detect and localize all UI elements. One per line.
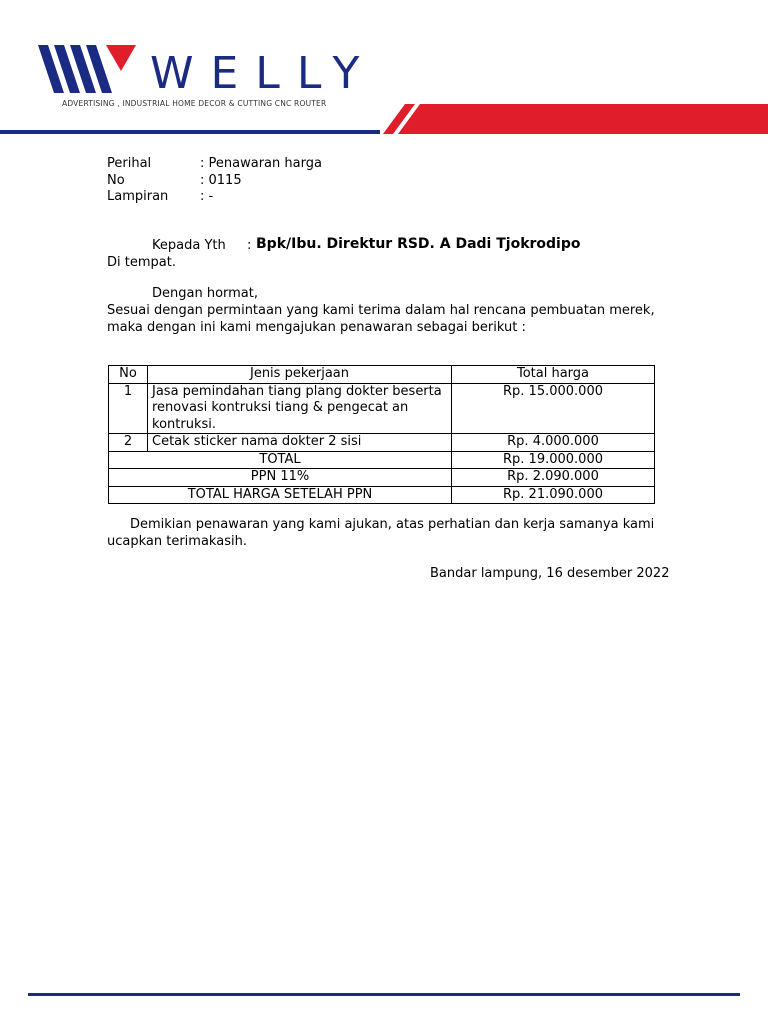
table-row xyxy=(109,383,655,434)
table-row xyxy=(109,434,655,452)
summary-row-ppn xyxy=(109,469,655,487)
letterhead xyxy=(0,0,768,140)
greeting: Dengan hormat, xyxy=(152,286,259,301)
table-header-row xyxy=(109,366,655,384)
brand-tagline: ADVERTISING , INDUSTRIAL HOME DECOR & CUTTING CNC ROUTER xyxy=(62,99,327,108)
welly-stripes-logo-icon xyxy=(38,45,138,93)
row-desc: Jasa pemindahan tiang plang dokter beserta renovasi kontruksi tiang & pengecat an kontruksi. xyxy=(148,383,452,434)
meta-row-no xyxy=(107,173,322,190)
header-price: Total harga xyxy=(452,366,655,384)
summary-label: TOTAL xyxy=(109,451,452,469)
meta-row-perihal xyxy=(107,156,322,173)
recipient-colon: : xyxy=(247,238,252,253)
letter-meta xyxy=(107,156,322,206)
meta-value: : Penawaran harga xyxy=(200,156,322,171)
summary-label: TOTAL HARGA SETELAH PPN xyxy=(109,486,452,504)
summary-value: Rp. 21.090.000 xyxy=(452,486,655,504)
brand-name: WELLY xyxy=(150,48,377,99)
header-desc: Jenis pekerjaan xyxy=(148,366,452,384)
recipient-name: Bpk/Ibu. Direktur RSD. A Dadi Tjokrodipo xyxy=(256,236,581,252)
recipient-label: Kepada Yth xyxy=(152,238,226,253)
meta-label: No xyxy=(107,172,125,188)
summary-label: PPN 11% xyxy=(109,469,452,487)
row-no: 2 xyxy=(109,434,148,452)
row-price: Rp. 15.000.000 xyxy=(452,383,655,434)
meta-value: : - xyxy=(200,189,214,204)
closing-line-2: ucapkan terimakasih. xyxy=(107,534,247,549)
intro-line-2: maka dengan ini kami mengajukan penawaran sebagai berikut : xyxy=(107,320,526,335)
header-no: No xyxy=(109,366,148,384)
header-stripe-bar xyxy=(0,100,768,140)
quotation-table xyxy=(108,365,655,504)
summary-row-total xyxy=(109,451,655,469)
meta-row-lampiran xyxy=(107,189,322,206)
meta-label: Lampiran xyxy=(107,189,169,204)
recipient-place: Di tempat. xyxy=(107,255,176,270)
row-no: 1 xyxy=(109,383,148,434)
meta-value: : 0115 xyxy=(200,172,242,188)
summary-row-grand-total xyxy=(109,486,655,504)
date-place: Bandar lampung, 16 desember 2022 xyxy=(430,566,670,581)
closing-line-1: Demikian penawaran yang kami ajukan, atas perhatian dan kerja samanya kami xyxy=(130,517,655,532)
meta-label: Perihal xyxy=(107,156,152,171)
summary-value: Rp. 19.000.000 xyxy=(452,451,655,469)
summary-value: Rp. 2.090.000 xyxy=(452,469,655,487)
row-price: Rp. 4.000.000 xyxy=(452,434,655,452)
row-desc: Cetak sticker nama dokter 2 sisi xyxy=(148,434,452,452)
intro-line-1: Sesuai dengan permintaan yang kami terima dalam hal rencana pembuatan merek, xyxy=(107,303,655,318)
footer-divider xyxy=(28,993,740,996)
